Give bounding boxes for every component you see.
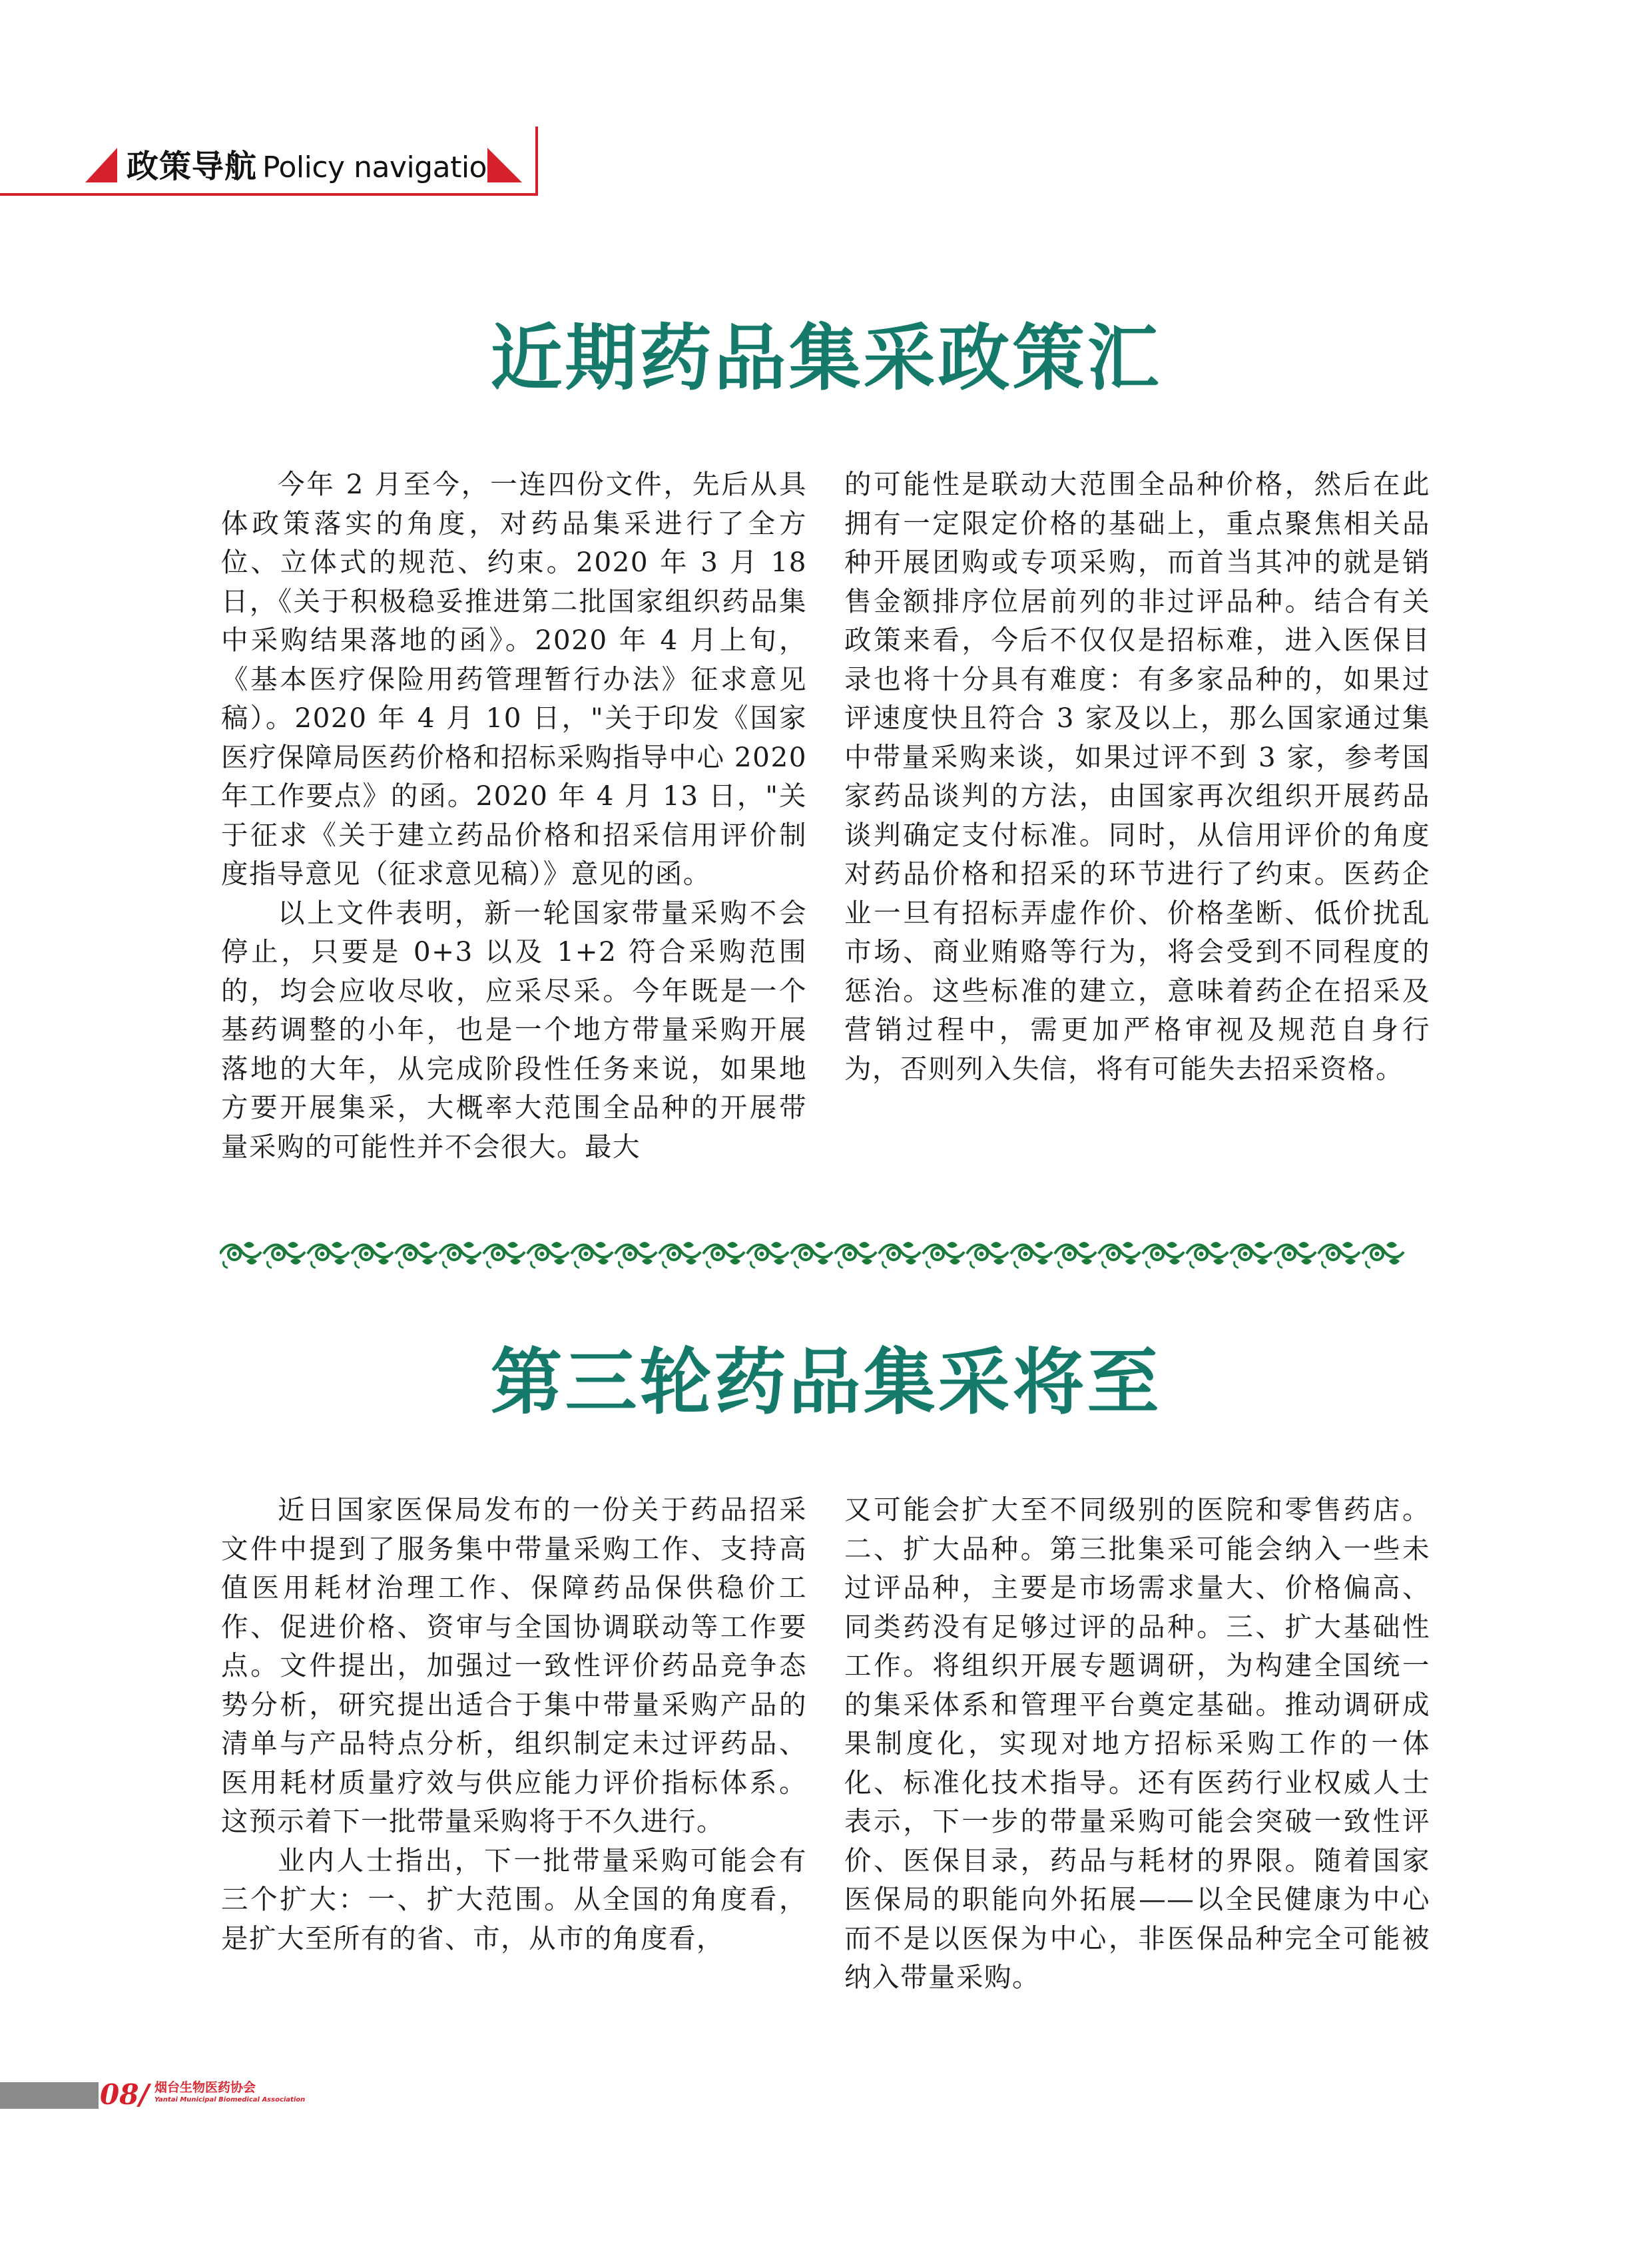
header-left-triangle-icon xyxy=(85,148,117,182)
article2-paragraph: 业内人士指出，下一批带量采购可能会有三个扩大：一、扩大范围。从全国的角度看，是扩大至所有的省、市，从市的角度看， xyxy=(221,1844,807,1954)
article1-title: 近期药品集采政策汇 xyxy=(490,317,1162,400)
article1-paragraph: 以上文件表明，新一轮国家带量采购不会停止，只要是 0+3 以及 1+2 符合采购范围的，均会应收尽收，应采尽采。今年既是一个基药调整的小年，也是一个地方带量采购开展落地的大年，从完成阶段性任务来说，如果地方要开展集采，大概率大范围全品种的开展带量采购的可能性并不会很大。最大 xyxy=(221,896,807,1163)
floral-vine-divider-icon xyxy=(220,1237,1433,1270)
article2-title: 第三轮药品集采将至 xyxy=(490,1341,1162,1424)
page-number: 08/ xyxy=(100,2078,149,2111)
article1-left-column xyxy=(221,465,807,1166)
article2-paragraph: 近日国家医保局发布的一份关于药品招采文件中提到了服务集中带量采购工作、支持高值医用耗材治理工作、保障药品保供稳价工作、促进价格、资审与全国协调联动等工作要点。文件提出，加强过一致性评价药品竞争态势分析，研究提出适合于集中带量采购产品的清单与产品特点分析，组织制定未过评药品、医用耗材质量疗效与供应能力评价指标体系。这预示着下一批带量采购将于不久进行。 xyxy=(221,1494,807,1837)
article1-paragraph: 今年 2 月至今，一连四份文件，先后从具体政策落实的角度，对药品集采进行了全方位、立体式的规范、约束。2020 年 3 月 18 日，《关于积极稳妥推进第二批国家组织药品集中采购结果落地的函》。2020 年 4 月上旬，《基本医疗保险用药管理暂行办法》征求意见稿）。2020 年 4 月 10 日，"关于印发《国家医疗保障局医药价格和招标采购指导中心 2020 年工作要点》的函。2020 年 4 月 13 日，"关于征求《关于建立药品价格和招采信用评价制度指导意见（征求意见稿）》意见的函。 xyxy=(221,468,807,890)
article1-right-column xyxy=(844,465,1430,1088)
article1-paragraph: 的可能性是联动大范围全品种价格，然后在此拥有一定限定价格的基础上，重点聚焦相关品种开展团购或专项采购，而首当其冲的就是销售金额排序位居前列的非过评品种。结合有关政策来看，今后不仅仅是招标难，进入医保目录也将十分具有难度：有多家品种的，如果过评速度快且符合 3 家及以上，那么国家通过集中带量采购来谈，如果过评不到 3 家，参考国家药品谈判的方法，由国家再次组织开展药品谈判确定支付标准。同时，从信用评价的角度对药品价格和招采的环节进行了约束。医药企业一旦有招标弄虚作价、价格垄断、低价扰乱市场、商业贿赂等行为，将会受到不同程度的惩治。这些标准的建立，意味着药企在招采及营销过程中，需更加严格审视及规范自身行为，否则列入失信，将有可能失去招采资格。 xyxy=(844,468,1430,1085)
footer-bar xyxy=(0,2082,99,2109)
footer-org-name-en: Yantai Municipal Biomedical Association xyxy=(154,2096,306,2103)
header-right-triangle-icon xyxy=(487,148,522,182)
footer-org-name: 烟台生物医药协会 xyxy=(154,2080,256,2095)
section-label xyxy=(127,145,505,188)
header-rule xyxy=(0,193,538,196)
article2-left-column xyxy=(221,1490,807,1958)
article2-paragraph: 又可能会扩大至不同级别的医院和零售药店。二、扩大品种。第三批集采可能会纳入一些未过评品种，主要是市场需求量大、价格偏高、同类药没有足够过评的品种。三、扩大基础性工作。将组织开展专题调研，为构建全国统一的集采体系和管理平台奠定基础。推动调研成果制度化，实现对地方招标采购工作的一体化、标准化技术指导。还有医药行业权威人士表示，下一步的带量采购可能会突破一致性评价、医保目录，药品与耗材的界限。随着国家医保局的职能向外拓展——以全民健康为中心而不是以医保为中心，非医保品种完全可能被纳入带量采购。 xyxy=(844,1494,1430,1993)
section-label-en: Policy navigation xyxy=(262,150,505,184)
section-label-cn: 政策导航 xyxy=(127,148,258,185)
header-rule-vertical xyxy=(535,127,538,196)
article2-right-column xyxy=(844,1490,1430,1997)
